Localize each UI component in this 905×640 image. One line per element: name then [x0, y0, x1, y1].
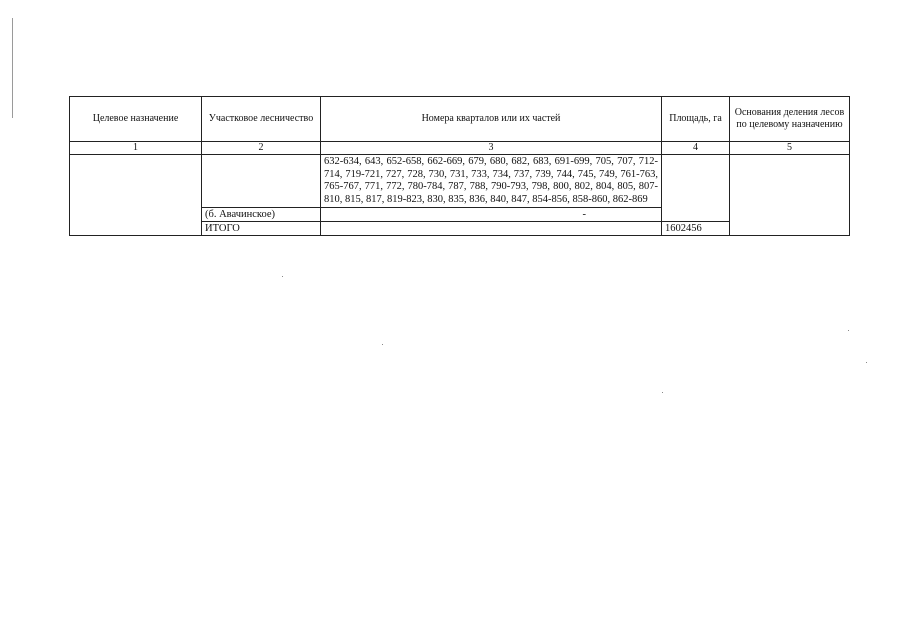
total-label: ИТОГО: [202, 222, 321, 236]
scan-speck: [848, 330, 849, 331]
scan-speck: [866, 362, 867, 363]
header-purpose: Целевое назначение: [70, 97, 202, 142]
total-quarters-cell: [321, 222, 662, 236]
column-number-5: 5: [730, 142, 850, 155]
purpose-cell: [70, 155, 202, 236]
scan-speck: [382, 344, 383, 345]
column-number-4: 4: [662, 142, 730, 155]
forest-purpose-table: [69, 96, 850, 236]
area-cell: [662, 155, 730, 222]
column-number-3: 3: [321, 142, 662, 155]
quarters-cell: 632-634, 643, 652-658, 662-669, 679, 680, 682, 683, 691-699, 705, 707, 712-714, 719-721, 727, 728, 730, 731, 733, 734, 737, 739, 744, 745, 749, 761-763, 765-767, 771, 772, 780-784, 787, 788, 790-793, 798, 800, 802, 804, 805, 807-810, 815, 817, 819-823, 830, 835, 836, 840, 847, 854-856, 858-860, 862-869: [321, 155, 662, 208]
total-area: 1602456: [662, 222, 730, 236]
scan-margin-line: [12, 18, 13, 118]
header-quarters: Номера кварталов или их частей: [321, 97, 662, 142]
header-basis: Основания деления лесов по целевому назначению: [730, 97, 850, 142]
header-district: Участковое лесничество: [202, 97, 321, 142]
column-number-1: 1: [70, 142, 202, 155]
table-row: [70, 155, 850, 208]
scan-speck: [282, 276, 283, 277]
scan-speck: [662, 392, 663, 393]
district-cell: (б. Авачинское): [202, 208, 321, 222]
column-number-2: 2: [202, 142, 321, 155]
header-area: Площадь, га: [662, 97, 730, 142]
column-number-row: [70, 142, 850, 155]
basis-cell: [730, 155, 850, 236]
district-cell: [202, 155, 321, 208]
area-dash-cell: -: [321, 208, 662, 222]
header-row: [70, 97, 850, 142]
